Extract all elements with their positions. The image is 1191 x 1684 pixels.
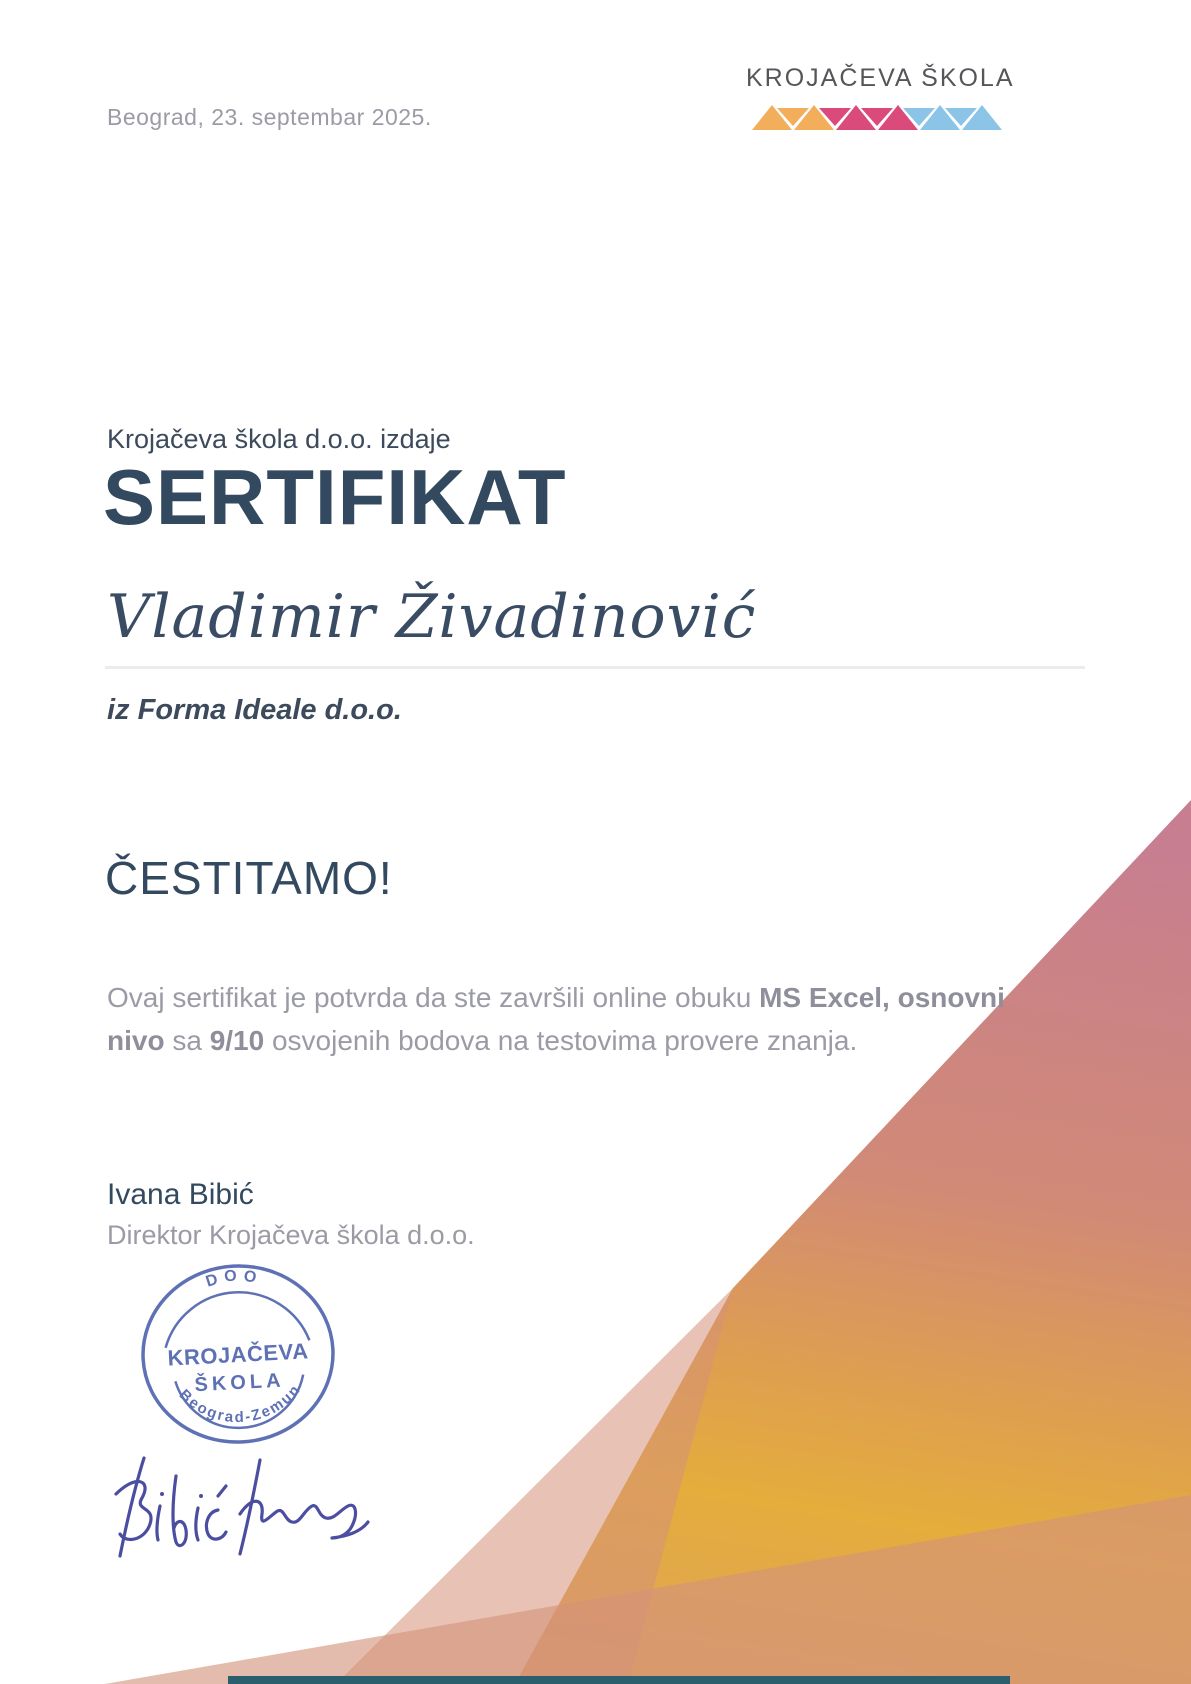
signature-stroke-ivana <box>240 1460 368 1554</box>
signatory-role: Direktor Krojačeva škola d.o.o. <box>107 1220 475 1250</box>
stamp-center-line1: KROJAČEVA <box>166 1338 310 1371</box>
date-text: Beograd, 23. septembar 2025. <box>107 104 432 130</box>
signature-i-dot-2 <box>199 1494 203 1498</box>
signature-handwriting <box>100 1448 380 1583</box>
logo-wordmark: KROJAČEVA ŠKOLA <box>746 64 1015 92</box>
stamp-bottom-text: Beograd-Zemun <box>175 1380 305 1427</box>
certificate-title: SERTIFIKAT <box>103 453 567 541</box>
course-name-bold-line2: nivo <box>107 1025 165 1056</box>
congrats-paragraph <box>107 976 1007 1062</box>
signatory-name: Ivana Bibić <box>107 1178 254 1211</box>
recipient-affiliation: iz Forma Ideale d.o.o. <box>107 694 402 726</box>
name-underline-rule <box>105 666 1085 669</box>
logo-triangles-icon <box>751 104 1003 131</box>
congrats-tail: osvojenih bodova na testovima provere znanja. <box>264 1025 858 1056</box>
company-stamp <box>138 1262 338 1452</box>
score-bold: 9/10 <box>209 1025 265 1056</box>
congrats-heading: ČESTITAMO! <box>105 852 393 904</box>
stamp-center-line2: ŠKOLA <box>194 1369 286 1397</box>
signature-i-dot <box>160 1492 164 1496</box>
recipient-name: Vladimir Živadinović <box>107 582 757 652</box>
congrats-lead: Ovaj sertifikat je potvrda da ste završili online obuku <box>107 982 760 1013</box>
stamp-top-text: DOO <box>203 1267 264 1291</box>
congrats-mid: sa <box>164 1025 210 1056</box>
signature-stroke-ibic <box>157 1476 226 1546</box>
issuer-line: Krojačeva škola d.o.o. izdaje <box>107 424 451 454</box>
course-name-bold-line1: MS Excel, osnovni <box>759 982 1005 1013</box>
school-logo <box>746 64 1015 131</box>
